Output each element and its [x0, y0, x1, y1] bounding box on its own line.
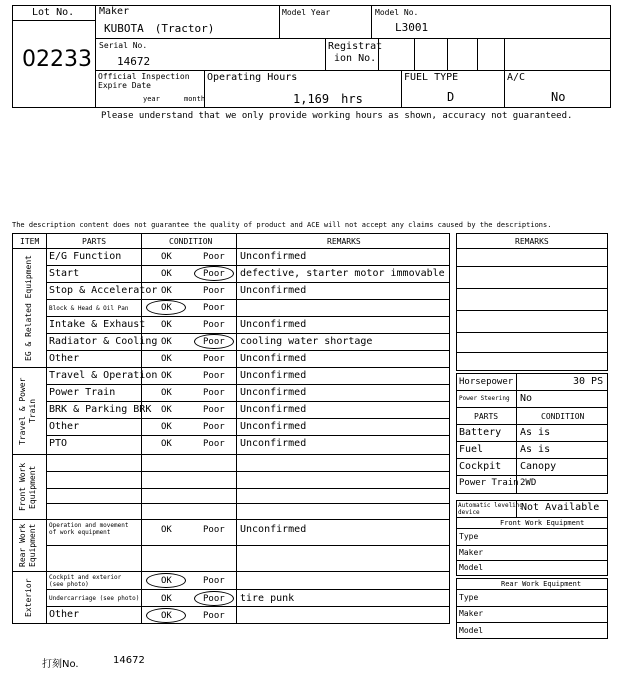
row-part: Radiator & Cooling: [49, 336, 158, 347]
fuel-label: Fuel: [459, 444, 484, 455]
hours-notice: Please understand that we only provide working hours as shown, accuracy not guaranteed.: [101, 111, 573, 121]
row-part: BRK & Parking BRK: [49, 404, 152, 415]
lot-number: 02233: [22, 47, 92, 72]
row-remark: Unconfirmed: [240, 319, 307, 330]
row-poor: Poor: [203, 388, 225, 398]
row-ok: OK: [161, 611, 172, 621]
inspection-label-2: Expire Date: [98, 81, 151, 90]
row-ok: OK: [161, 286, 172, 296]
group-rear-label: Rear Work Equipment: [18, 523, 37, 568]
horsepower-value: 30 PS: [573, 376, 604, 387]
row-ok: OK: [161, 371, 172, 381]
row-remark: Unconfirmed: [240, 387, 307, 398]
power-steering-value: No: [520, 393, 533, 404]
row-poor: Poor: [203, 422, 225, 432]
horsepower-label: Horsepower: [459, 377, 514, 387]
fuel-value: As is: [520, 444, 551, 455]
row-ok: OK: [161, 525, 172, 535]
selected-circle: [146, 608, 186, 623]
row-ok: OK: [161, 405, 172, 415]
row-ok: OK: [161, 576, 172, 586]
parts-header: PARTS: [474, 412, 499, 421]
stamp-number-label: 打刻No.: [42, 659, 79, 670]
row-poor: Poor: [203, 269, 225, 279]
row-poor: Poor: [203, 252, 225, 262]
power-steering-label: Power Steering: [459, 395, 510, 402]
rear-model-label: Model: [459, 626, 484, 635]
selected-circle: [146, 573, 186, 588]
row-ok: OK: [161, 320, 172, 330]
battery-value: As is: [520, 427, 551, 438]
rear-type-label: Type: [459, 593, 479, 602]
group-front-label: Front Work Equipment: [18, 462, 37, 512]
row-remark: cooling water shortage: [240, 336, 373, 347]
header-remarks: REMARKS: [327, 237, 361, 246]
row-poor: Poor: [203, 286, 225, 296]
lot-label: Lot No.: [32, 7, 75, 18]
model-year-label: Model Year: [282, 8, 331, 17]
condition-header: CONDITION: [541, 412, 585, 421]
row-remark: Unconfirmed: [240, 353, 307, 364]
selected-circle: [194, 591, 234, 606]
row-poor: Poor: [203, 354, 225, 364]
group-travel-label: Travel & Power Train: [18, 377, 37, 445]
model-no-value: L3001: [395, 21, 429, 34]
row-part: Cockpit and exterior (see photo): [49, 574, 122, 588]
row-part: Stop & Accelerator: [49, 285, 158, 296]
row-part: Block & Head & Oil Pan: [49, 305, 129, 312]
row-ok: OK: [161, 594, 172, 604]
row-remark: Unconfirmed: [240, 404, 307, 415]
row-part: Operation and movement of work equipment: [49, 522, 129, 536]
inspection-label-1: Official Inspection: [98, 72, 190, 81]
header-parts: PARTS: [82, 237, 107, 246]
row-ok: OK: [161, 337, 172, 347]
row-poor: Poor: [203, 611, 225, 621]
rear-maker-label: Maker: [459, 609, 484, 618]
row-remark: Unconfirmed: [240, 285, 307, 296]
row-part: Undercarriage (see photo): [49, 595, 140, 602]
selected-circle: [194, 334, 234, 349]
right-remarks-header: REMARKS: [515, 237, 549, 246]
disclaimer: The description content does not guarantee the quality of product and ACE will not accept any claims caused by the descriptions.: [12, 221, 552, 229]
row-remark: Unconfirmed: [240, 251, 307, 262]
serial-label: Serial No.: [99, 41, 148, 50]
power-train-label: Power Train: [459, 478, 519, 488]
row-poor: Poor: [203, 525, 225, 535]
front-equipment-title: Front Work Equipment: [500, 519, 585, 527]
rear-equipment-title: Rear Work Equipment: [501, 580, 582, 588]
row-remark: Unconfirmed: [240, 438, 307, 449]
row-ok: OK: [161, 422, 172, 432]
operating-hours-label: Operating Hours: [207, 72, 298, 83]
row-part: PTO: [49, 438, 68, 449]
row-poor: Poor: [203, 371, 225, 381]
row-part: Power Train: [49, 387, 116, 398]
registration-label-1: Registrat: [328, 41, 383, 52]
ac-label: A/C: [507, 72, 526, 83]
row-poor: Poor: [203, 439, 225, 449]
header-item: ITEM: [20, 237, 40, 246]
row-poor: Poor: [203, 576, 225, 586]
cockpit-value: Canopy: [520, 461, 557, 472]
row-remark: tire punk: [240, 593, 295, 604]
row-ok: OK: [161, 303, 172, 313]
group-exterior-label: Exterior: [24, 578, 33, 618]
selected-circle: [146, 300, 186, 315]
power-train-value: 2WD: [520, 478, 537, 488]
front-model-label: Model: [459, 563, 484, 572]
ac-value: No: [551, 90, 566, 104]
row-poor: Poor: [203, 337, 225, 347]
serial-value: 14672: [117, 55, 151, 68]
row-part: Travel & Operation: [49, 370, 158, 381]
row-ok: OK: [161, 269, 172, 279]
row-part: Intake & Exhaust: [49, 319, 146, 330]
group-eg-label: EG & Related Equipment: [24, 255, 33, 361]
battery-label: Battery: [459, 427, 502, 438]
row-part: E/G Function: [49, 251, 122, 262]
row-ok: OK: [161, 354, 172, 364]
month-label: month: [184, 95, 206, 103]
stamp-number-value: 14672: [113, 655, 145, 666]
row-ok: OK: [161, 388, 172, 398]
row-remark: Unconfirmed: [240, 421, 307, 432]
row-part: Start: [49, 268, 80, 279]
selected-circle: [194, 266, 234, 281]
operating-hours-value: 1,169 hrs: [293, 92, 363, 106]
header-condition: CONDITION: [169, 237, 213, 246]
row-ok: OK: [161, 252, 172, 262]
year-label: year: [143, 95, 160, 103]
front-maker-label: Maker: [459, 548, 484, 557]
auto-level-value: Not Available: [521, 502, 600, 513]
row-part: Other: [49, 609, 80, 620]
row-poor: Poor: [203, 594, 225, 604]
row-part: Other: [49, 353, 80, 364]
row-remark: Unconfirmed: [240, 524, 307, 535]
front-type-label: Type: [459, 532, 479, 541]
fuel-type-label: FUEL TYPE: [404, 72, 459, 83]
row-remark: Unconfirmed: [240, 370, 307, 381]
registration-label-2: ion No.: [334, 53, 377, 64]
fuel-type-value: D: [447, 90, 455, 104]
row-poor: Poor: [203, 405, 225, 415]
row-part: Other: [49, 421, 80, 432]
cockpit-label: Cockpit: [459, 461, 502, 472]
row-remark: defective, starter motor immovable: [240, 268, 445, 279]
row-ok: OK: [161, 439, 172, 449]
row-poor: Poor: [203, 320, 225, 330]
model-no-label: Model No.: [375, 8, 419, 17]
auto-level-label-2: device: [458, 509, 480, 516]
row-poor: Poor: [203, 303, 225, 313]
maker-value: KUBOTA (Tractor): [104, 22, 215, 35]
maker-label: Maker: [99, 6, 130, 17]
auto-level-label-1: Automatic leveling: [458, 502, 524, 509]
